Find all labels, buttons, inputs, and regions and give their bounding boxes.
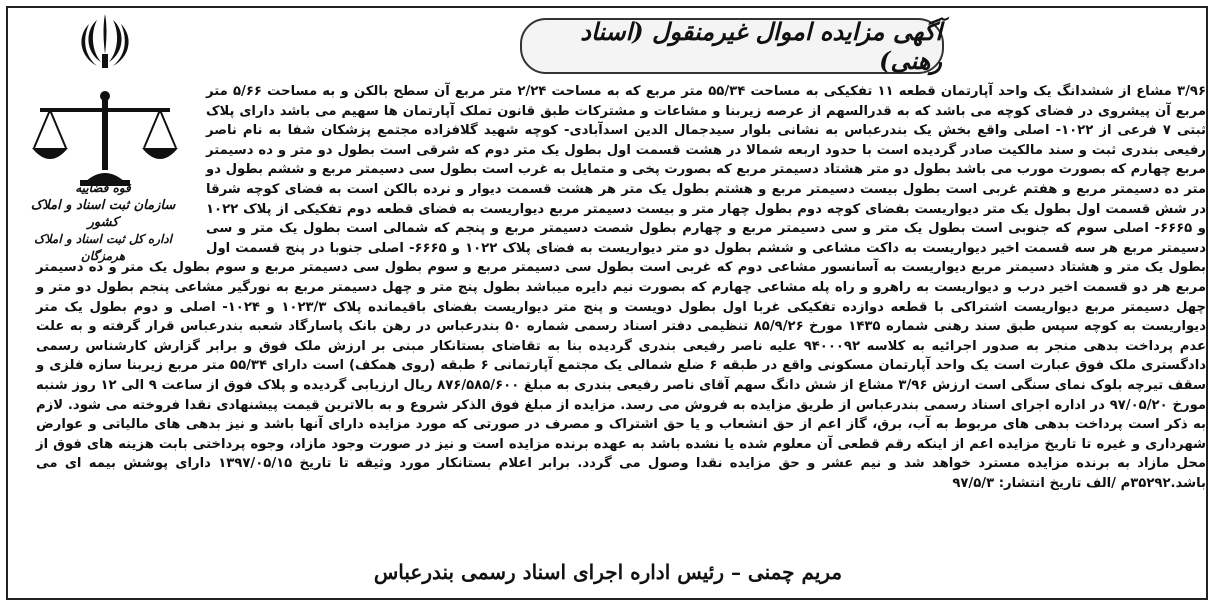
org-line-hormozgan-office: اداره کل ثبت اسناد و املاک هرمزگان xyxy=(34,232,172,263)
notice-title: آگهی مزایده اموال غیرمنقول (اسناد رهنی) xyxy=(520,18,944,74)
notice-body-container xyxy=(36,82,1206,552)
org-line-judiciary: قوه قضاییه xyxy=(75,181,131,195)
notice-body: ۳/۹۶ مشاع از ششدانگ یک واحد آپارتمان قطعه ۱۱ تفکیکی به مساحت ۵۵/۳۴ متر مربع که به مساحت ۲/۲۴ متر مربع آن سطح بالکن و به مساحت ۵/۶۶ متر مربع آن پیشروی در فضای کوچه می باشد که به قدرالسهم از عرصه زیربنا و مشاعات و مشترکات طبق قانون تملک آپارتمان ها سهیم می باشد دارای پلاک ثبتی ۷ فرعی از ۱۰۲۲- اصلی واقع بخش یک بندرعباس به نشانی بلوار سیدجمال الدین اسدآبادی- کوچه شهید گلافزاده مجتمع پزشکان شفا به نام ناصر رفیعی بندری ثبت و سند مالکیت صادر گردیده است با حدود اربعه شمالا در هشت قسمت اول بطول یک متر دوم که شرقی است بطول دو متر و ده دسیمتر مربع چهارم که بصورت مورب می باشد بطول دو متر هشتاد دسیمتر مربع که بصورت پخی و متمایل به غرب است بطول سی دسیمتر مربع و ششم بطول دو متر ده دسیمتر مربع و هفتم غربی است بطول بیست دسیمتر مربع و هشتم بطول یک متر هر هشت قسمت دیوار و نرده بالکن است به فضای کوچه شرقا در شش قسمت اول بطول یک متر دیواریست بفضای کوچه دوم بطول چهار متر و بیست دسیمتر مربع دیواریست به فضای قطعه دوم تفکیکی از پلاک ۱۰۲۲ و ۶۶۶۵- اصلی سوم که جنوبی است بطول یک متر و سی دسیمتر مربع و چهارم بطول شصت دسیمتر مربع و پنجم که شمالی است بطول یک متر و سی دسیمتر مربع هر سه قسمت اخیر دیواریست به داکت مشاعی و ششم بطول دو متر دیواریست به فضای پلاک ۱۰۲۲ و ۶۶۶۵- اصلی جنوبا در پنج قسمت اول بطول یک متر و هشتاد دسیمتر مربع دیواریست به آسانسور مشاعی دوم که غربی است بطول سی دسیمتر مربع و سوم بطول سی دسیمتر مربع و سوم بطول یک متر و ده دسیمتر مربع هر دو قسمت اخیر درب و دیواریست به راهرو و راه پله مشاعی چهارم که بصورت نیم دایره میباشد بطول پنج متر و چهل دسیمتر مربع به نورگیر مشاعی پنجم بطول دو متر و چهل دسیمتر مربع دیواریست اشتراکی با قطعه دوازده تفکیکی غربا اول بطول دویست و پنج متر دیواریست بفضای باقیمانده پلاک ۱۰۲۳/۳ و ۱۰۲۴- اصلی و دوم بطول یک متر دیواریست به کوچه سپس طبق سند رهنی شماره ۱۴۳۵ مورخ ۸۵/۹/۲۶ تنظیمی دفتر اسناد رسمی شماره ۵۰ بندرعباس در رهن بانک پاسارگاد شعبه بندرعباس قرار گرفته و به علت عدم پرداخت بدهی منجر به صدور اجرائیه به کلاسه ۹۴۰۰۰۹۲ علیه ناصر رفیعی بندری گردیده بنا به تقاضای بستانکار مبنی بر ارزش ملک فوق و برابر گزارش کارشناس رسمی دادگستری ملک فوق عبارت است یک واحد آپارتمان مسکونی واقع در طبقه ۶ ضلع شمالی یک مجتمع آپارتمانی ۶ طبقه (روی همکف) است دارای ۵۵/۳۴ متر مربع زیربنا سازه فلزی و سقف تیرچه بلوک نمای سنگی است ارزش ۳/۹۶ مشاع از شش دانگ سهم آقای ناصر رفیعی بندری به مبلغ ۸۷۶/۵۸۵/۶۰۰ ریال ارزیابی گردیده و پلاک فوق از ساعت ۹ الی ۱۲ روز شنبه مورخ ۹۷/۰۵/۲۰ در اداره اجرای اسناد رسمی بندرعباس از طریق مزایده به فروش می رسد. مزایده از مبلغ فوق الذکر شروع و به بالاترین قیمت پیشنهادی نقدا فروخته می شود. لازم به ذکر است پرداخت بدهی های مربوط به آب، برق، گاز اعم از حق انشعاب و یا حق اشتراک و مصرف در صورتی که مورد مزایده دارای آنها باشد و نیز بدهی های مالیاتی و عوارض شهرداری و غیره تا تاریخ مزایده اعم از اینکه رقم قطعی آن معلوم شده یا نشده باشد به عهده برنده مزایده است و نیز در صورت وجود مازاد، وجوه پرداختی بابت هزینه های فوق از محل مازاد به برنده مزایده مسترد خواهد شد و نیم عشر و حق مزایده نقدا وصول می گردد. برابر اعلام بستانکار مورد وثیقه تا تاریخ ۱۳۹۷/۰۵/۱۵ دارای پوشش بیمه ای می باشد.۳۵۲۹۲م /الف تاریخ انتشار: ۹۷/۵/۳ xyxy=(36,84,1207,491)
org-line-registration-org: سازمان ثبت اسناد و املاک کشور xyxy=(30,198,176,230)
notice-signature: مریم چمنی – رئیس اداره اجرای اسناد رسمی بندرعباس xyxy=(373,560,843,584)
iran-emblem-icon xyxy=(75,10,135,74)
logo-space xyxy=(36,82,206,250)
